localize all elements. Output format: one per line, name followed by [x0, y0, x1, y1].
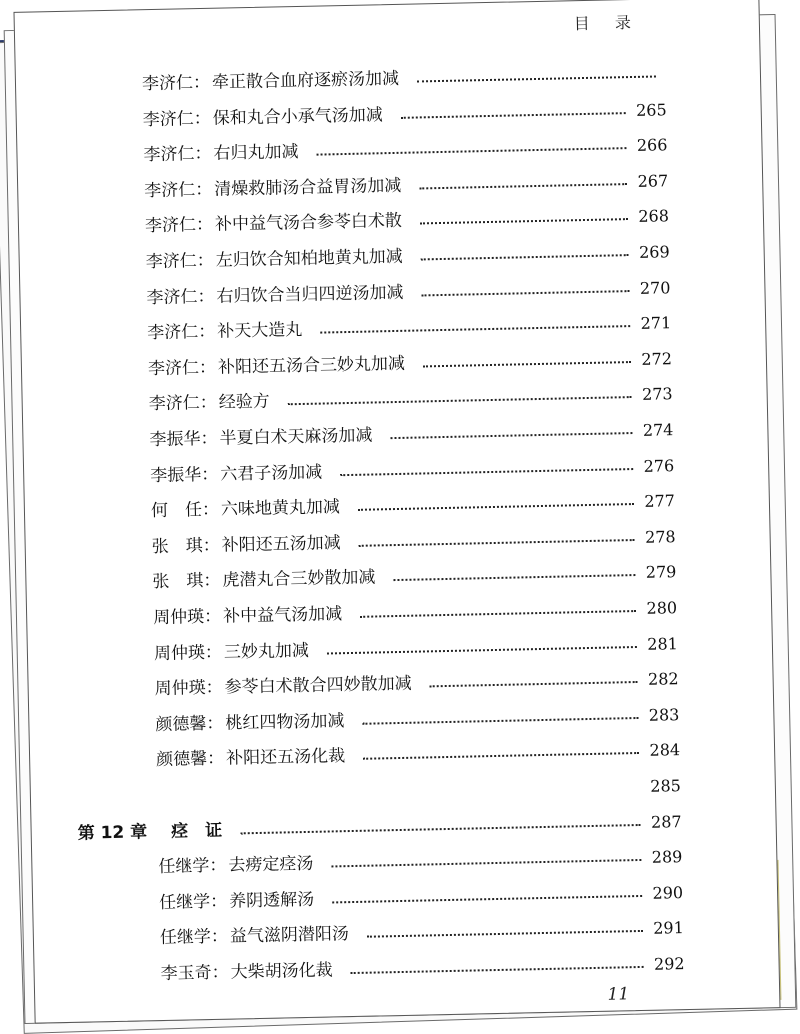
toc-author: 任继学：	[158, 891, 228, 913]
toc-page-number: 279	[645, 562, 677, 583]
toc-page-number: 280	[646, 598, 678, 618]
toc-author: 李振华：	[149, 428, 218, 451]
toc-author: 李玉奇：	[160, 962, 229, 985]
toc-entry-row	[145, 200, 669, 237]
dot-leader	[421, 290, 629, 296]
running-header: 目 录	[573, 12, 642, 34]
toc-page-number: 266	[636, 135, 668, 156]
chapter-title: 痉 证	[170, 820, 223, 842]
toc-author: 李济仁：	[145, 250, 214, 273]
toc-page-number: 267	[637, 171, 669, 191]
page-number: 11	[607, 984, 630, 1005]
dot-leader	[417, 75, 656, 82]
toc-author: 李济仁：	[144, 179, 213, 202]
toc-author: 颜德馨：	[155, 713, 224, 735]
toc-page-number: 278	[644, 526, 676, 547]
toc-entry-row	[159, 876, 683, 913]
toc-title: 益气滋阴潜阳汤	[229, 924, 350, 947]
toc-title: 牵正散合血府逐瘀汤加减	[211, 68, 400, 93]
dot-leader	[401, 112, 626, 119]
toc-title: 右归饮合当归四逆汤加减	[216, 282, 404, 307]
toc-entry-row	[144, 164, 668, 201]
toc-entry-row	[148, 378, 672, 415]
toc-title: 半夏白术天麻汤加减	[219, 425, 373, 449]
toc-entry-row	[158, 840, 682, 877]
toc-entry-row	[148, 342, 672, 379]
toc-page-number: 269	[638, 242, 670, 262]
toc-title: 清燥救肺汤合益胃汤加减	[214, 175, 402, 200]
dot-leader	[327, 646, 637, 655]
toc-title: 补阳还五汤加减	[221, 532, 341, 556]
toc-entry-row	[152, 556, 676, 593]
toc-entry-row	[142, 93, 666, 130]
toc-title: 养阴透解汤	[228, 889, 315, 912]
toc-author: 周仲瑛：	[153, 606, 222, 629]
dot-leader	[317, 147, 627, 156]
dot-leader	[240, 824, 641, 834]
table-of-contents	[15, 0, 780, 1023]
toc-author: 李济仁：	[147, 321, 216, 344]
toc-page-number: 291	[653, 918, 685, 939]
toc-author: 颜德馨：	[155, 749, 225, 771]
toc-title: 三妙丸加减	[223, 640, 310, 663]
toc-entry-row	[154, 627, 678, 664]
dot-leader	[419, 183, 627, 189]
toc-author: 李振华：	[150, 464, 219, 486]
toc-entry-row	[151, 484, 675, 521]
toc-entry-row	[142, 57, 666, 94]
toc-author: 任继学：	[159, 927, 229, 949]
toc-entry-row	[157, 769, 681, 806]
dot-leader	[331, 859, 641, 868]
toc-page-number: 281	[647, 633, 679, 654]
toc-title: 经验方	[218, 392, 270, 414]
toc-author: 李济仁：	[143, 143, 212, 166]
dot-leader	[421, 254, 629, 260]
toc-entry-row	[160, 911, 684, 948]
dot-leader	[320, 325, 630, 334]
toc-page-number: 284	[649, 740, 681, 761]
dot-leader	[362, 717, 638, 725]
toc-entry-row	[155, 698, 679, 735]
toc-page-number: 292	[653, 954, 685, 974]
toc-author: 任继学：	[158, 855, 227, 878]
toc-page-number: 290	[652, 882, 684, 903]
toc-author: 李济仁：	[141, 72, 211, 95]
toc-author: 李济仁：	[148, 393, 217, 415]
dot-leader	[363, 752, 639, 760]
toc-author: 周仲瑛：	[154, 677, 223, 700]
dot-leader	[360, 610, 636, 618]
toc-entry-row	[150, 449, 674, 486]
toc-chapter-row	[77, 805, 681, 844]
chapter-label: 第 12 章	[77, 821, 148, 844]
toc-author: 李济仁：	[147, 357, 217, 379]
toc-entry-row	[153, 591, 677, 628]
dot-leader	[351, 966, 644, 974]
toc-page-number: 268	[638, 206, 670, 227]
toc-entry-row	[149, 413, 673, 450]
toc-page-number: 273	[641, 384, 673, 405]
toc-title: 左归饮合知柏地黄丸加减	[215, 246, 403, 271]
toc-page-number: 277	[644, 491, 676, 512]
toc-page-number: 283	[648, 704, 680, 725]
dot-leader	[332, 895, 642, 904]
dot-leader	[393, 574, 635, 581]
toc-author: 李济仁：	[142, 108, 211, 130]
toc-title: 参苓白术散合四妙散加减	[224, 673, 412, 698]
toc-title: 六君子汤加减	[220, 462, 323, 485]
toc-author: 张 琪：	[152, 571, 221, 593]
toc-author: 何 任：	[150, 499, 220, 522]
toc-page-number: 282	[647, 669, 679, 689]
toc-author: 李济仁：	[144, 215, 214, 237]
toc-entry-row	[156, 734, 680, 771]
toc-entry-row	[145, 235, 669, 272]
dot-leader	[430, 681, 638, 687]
toc-entry-row	[160, 947, 684, 984]
toc-title: 补阳还五汤合三妙丸加减	[217, 353, 406, 378]
toc-page-number: 289	[651, 847, 683, 867]
toc-title: 大柴胡汤化裁	[230, 960, 333, 983]
toc-title: 保和丸合小承气汤加减	[212, 104, 383, 129]
dot-leader	[340, 468, 633, 476]
toc-title: 虎潜丸合三妙散加减	[222, 567, 376, 592]
toc-entry-row	[143, 128, 667, 165]
toc-page-number: 271	[640, 313, 672, 334]
toc-page-number: 272	[641, 349, 673, 369]
toc-title: 补天大造丸	[217, 320, 303, 342]
toc-title: 补阳还五汤化裁	[225, 746, 346, 770]
toc-page-number: 276	[643, 455, 675, 476]
toc-title: 右归丸加减	[213, 142, 299, 164]
toc-author: 周仲瑛：	[153, 642, 223, 664]
toc-author: 张 琪：	[151, 535, 220, 557]
toc-page-number: 287	[650, 811, 682, 832]
dot-leader	[288, 396, 632, 405]
dot-leader	[359, 539, 635, 547]
toc-page-number: 265	[635, 99, 667, 120]
dot-leader	[420, 218, 628, 224]
toc-title: 补中益气汤加减	[222, 604, 343, 627]
toc-title: 补中益气汤合参苓白术散	[214, 211, 403, 236]
dot-leader	[367, 930, 643, 938]
toc-title: 桃红四物汤加减	[225, 710, 345, 734]
toc-title: 去痨定痉汤	[228, 854, 314, 876]
dot-leader	[423, 361, 631, 367]
toc-page-number: 274	[642, 420, 674, 440]
dot-leader	[358, 503, 634, 511]
toc-title: 六味地黄丸加减	[220, 497, 341, 520]
toc-entry-row	[146, 271, 670, 308]
toc-entry-row	[151, 520, 675, 557]
dot-leader	[390, 432, 632, 439]
toc-page-number: 270	[639, 277, 671, 298]
toc-page	[13, 0, 780, 1024]
toc-author: 李济仁：	[146, 286, 215, 308]
toc-entry-row	[147, 306, 671, 343]
toc-page-number: 285	[650, 776, 682, 796]
toc-entry-row	[154, 662, 678, 699]
